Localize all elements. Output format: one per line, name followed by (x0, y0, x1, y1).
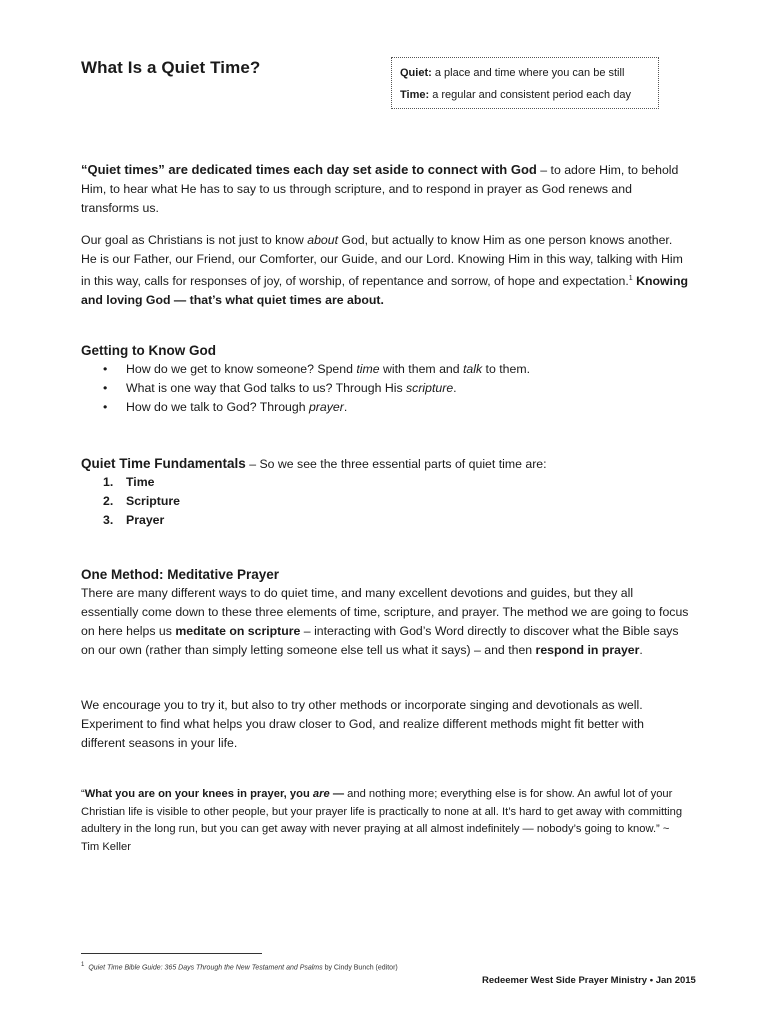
page-title: What Is a Quiet Time? (81, 58, 261, 77)
fundamentals-paragraph (81, 454, 691, 474)
getting-to-know-heading: Getting to Know God (81, 343, 216, 358)
goal-part2: God, but actually to know Him as one person knows another. He is our Father, our Friend, our Comforter, our Guide, and our Lord. Knowing Him in this way, talking with Him in this way, calls for responses of joy, of worship, of repentance and sorrow, of hope and expectation. (81, 233, 683, 289)
intro-paragraph (81, 160, 691, 218)
fundamentals-text: – So we see the three essential parts of quiet time are: (245, 457, 547, 471)
definition-time (400, 84, 650, 106)
page-footer: Redeemer West Side Prayer Ministry • Jan 2015 (482, 975, 696, 986)
method-paragraph-1 (81, 584, 691, 660)
footnote-title: Quiet Time Bible Guide: 365 Days Through the New Testament and Psalms (88, 964, 323, 972)
method-p1-b: – interacting with God’s Word directly to discover what the Bible says on our own (rather than simply letting someone else tell us what it says) – and then (81, 624, 679, 657)
intro-lead: “Quiet times” are dedicated times each day set aside to connect with God (81, 162, 537, 177)
footnote (81, 962, 398, 971)
bullet-3-prayer: prayer (308, 400, 344, 414)
bullet-2-a: What is one way that God talks to us? Through His (126, 381, 407, 395)
bullet-3-b: . (343, 400, 348, 414)
fundamental-time: Time (126, 475, 155, 489)
footnote-divider (81, 953, 262, 954)
footnote-rest: by Cindy Bunch (editor) (322, 964, 398, 972)
list-item (81, 492, 180, 511)
list-item (81, 398, 530, 417)
method-p1-bold1: meditate on scripture (175, 624, 301, 638)
bullet-1-time: time (356, 362, 380, 376)
definition-text-time: a regular and consistent period each day (429, 89, 631, 101)
bullet-1-a: How do we get to know someone? Spend (126, 362, 357, 376)
bullet-1-c: to them. (482, 362, 530, 376)
list-number: 1. (103, 475, 114, 489)
goal-bold-end: Knowing and loving God — that’s what quiet times are about. (81, 274, 688, 308)
getting-to-know-list (81, 360, 530, 417)
list-item (81, 511, 180, 530)
method-paragraph-2: We encourage you to try it, but also to try other methods or incorporate singing and devotionals as well. Experiment to find what helps you draw closer to God, and realize different methods might fit better with different seasons in your life. (81, 698, 644, 750)
definitions-box (391, 57, 659, 109)
bullet-1-b: with them and (379, 362, 463, 376)
fundamentals-list (81, 473, 180, 530)
definition-text-quiet: a place and time where you can be still (431, 67, 625, 79)
quote-rest: and nothing more; everything else is for show. An awful lot of your Christian life is visible to other people, but your prayer life is practically to none at all. It’s hard to get away with committing adultery in the long run, but you can get away with never praying at all almost indefinitely — nobody’s going to know.” ~ Tim Keller (81, 788, 683, 853)
list-item (81, 473, 180, 492)
list-item (81, 360, 530, 379)
quote-open: “ (81, 788, 85, 800)
goal-part1: Our goal as Christians is not just to know (81, 233, 308, 247)
method-p1-bold2: respond in prayer (535, 643, 640, 657)
footnote-reference[interactable]: 1 (628, 275, 633, 282)
fundamental-scripture: Scripture (126, 494, 180, 508)
goal-about: about (307, 233, 339, 247)
method-p1-c: . (639, 643, 643, 657)
bullet-2-scripture: scripture (406, 381, 454, 395)
method-p1-a: There are many different ways to do quiet time, and many excellent devotions and guides, but they all essentially come down to these three elements of time, scripture, and prayer. The method we are going to focus on here helps us (81, 586, 689, 638)
quote-bold-b: — (329, 788, 345, 800)
keller-quote (81, 786, 689, 856)
bullet-3-a: How do we talk to God? Through (126, 400, 309, 414)
goal-paragraph (81, 231, 691, 310)
intro-rest: – to adore Him, to behold Him, to hear what He has to say to us through scripture, and to respond in prayer as God renews and transforms us. (81, 163, 679, 215)
definition-term-quiet: Quiet: (400, 67, 432, 79)
fundamental-prayer: Prayer (126, 513, 165, 527)
bullet-2-b: . (453, 381, 457, 395)
list-number: 2. (103, 494, 114, 508)
quote-bold-a: What you are on your knees in prayer, you (84, 788, 313, 800)
quote-bold-are: are (312, 788, 330, 800)
list-number: 3. (103, 513, 114, 527)
footnote-mark: 1 (81, 962, 85, 968)
definition-term-time: Time: (400, 89, 430, 101)
fundamentals-heading: Quiet Time Fundamentals (81, 456, 246, 471)
list-item (81, 379, 530, 398)
definition-quiet (400, 62, 650, 84)
bullet-1-talk: talk (463, 362, 483, 376)
method-heading: One Method: Meditative Prayer (81, 567, 280, 582)
